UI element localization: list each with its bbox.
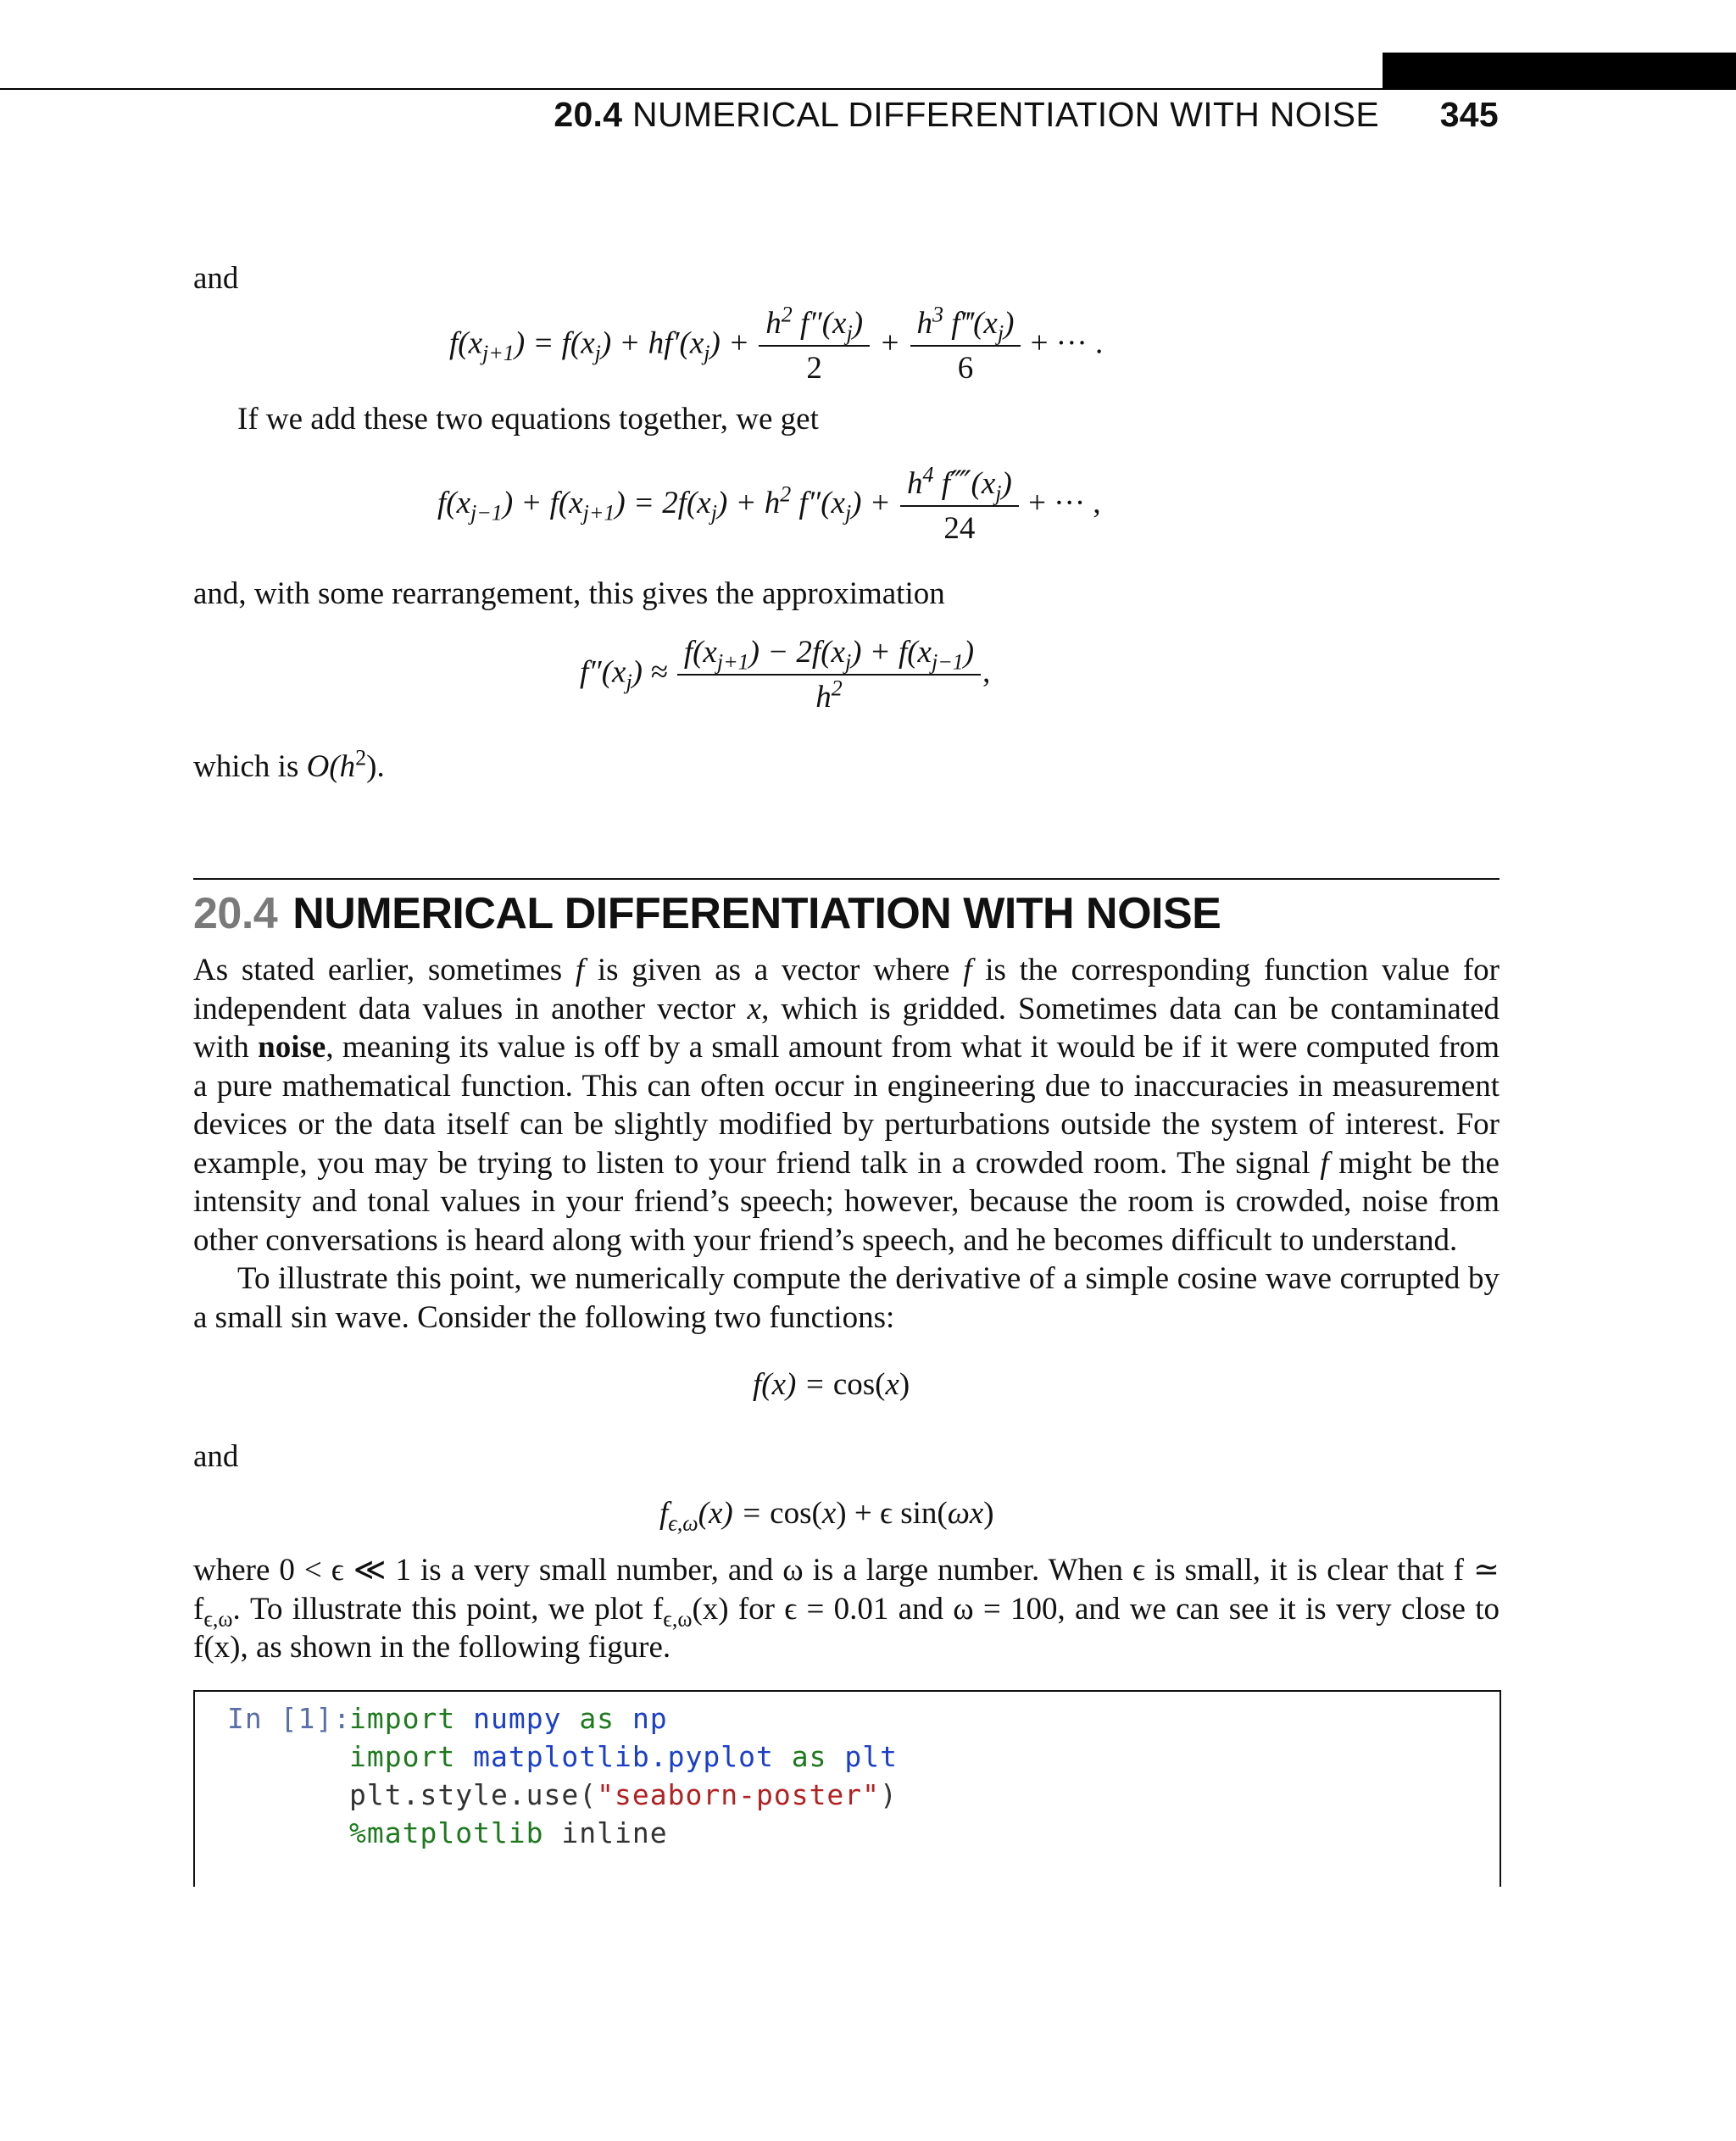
text-and-1: and [193,261,239,296]
fraction-central-difference: $\frac{f(x_{j+1}) - 2f(x_j) + f(x_{j-1})}{h^2}$ [681,634,977,715]
header-bar [1383,53,1736,90]
fraction-second-derivative-term: $\frac{h^2 f''(x_j)}{2}$ [762,305,866,386]
equation-cosine: f(x) = cos(x) [753,1367,910,1402]
equation-noisy-cosine: $f_{\epsilon,\omega}(x) = \cos(x) + \epsilon$ sin(ωx) [659,1496,994,1536]
text-and-2: and [193,1439,239,1474]
page-number: 345 [1439,95,1499,134]
equation-second-derivative-approx: $f''(x_j)$ ≈ $\frac{f(x_{j+1}) - 2f(x_j) + f(x_{j-1})}{h^2}$ , [580,635,991,715]
running-head-title: NUMERICAL DIFFERENTIATION WITH NOISE [632,95,1379,134]
text-add-equations: If we add these two equations together, we get [237,402,819,437]
term-noise: noise [258,1030,326,1065]
fraction-third-derivative-term: $\frac{h^3 f‴(x_j)}{6}$ [914,305,1018,386]
paragraph-epsilon-omega: where 0 < ϵ ≪ 1 is a very small number, and ω is a large number. When ϵ is small, it is clear that f ≃ $f_{\epsilon,\omega}$. To illustrate this point, we plot $f_{\epsilon,\omega}(x)$ for ϵ = 0.01 and ω = 100, and we can see it is very close to f(x), as shown in the following figure. [193,1553,1500,1665]
equation-sum: $f(x_{j-1}) + f(x_{j+1}) = 2f(x_j) + h^2$ $f''(x_j)$ + $\frac{h^4 f⁗(x_j)}{24}$ + ··· , [437,462,1101,546]
section-rule [193,878,1500,880]
paragraph-noise-intro: As stated earlier, sometimes f is given as a vector where f is the corresponding function value for independent data values in another vector x, which is gridded. Sometimes data can be contaminated with noise, meaning its value is off by a small amount from what it would be if it were computed from a pure mathematical function. This can often occur in engineering due to inaccuracies in measurement devices or the data itself can be slightly modified by perturbations outside the system of interest. For example, you may be trying to listen to your friend talk in a crowded room. The signal f might be the intensity and tonal values in your friend’s speech; however, because the room is crowded, noise from other conversations is heard along with your friend’s speech, and he becomes difficult to understand. [193,953,1500,1258]
paragraph-illustrate: To illustrate this point, we numerically compute the derivative of a simple cosine wave corrupted by a small sin wave. Consider the following two functions: [193,1261,1500,1335]
text-order: which is $O(h^2)$. [193,745,385,784]
code-line-2: import matplotlib.pyplot as plt [349,1740,898,1773]
section-heading [193,888,1221,939]
code-line-4: %matplotlib inline [349,1816,668,1849]
code-line-3: plt.style.use("seaborn-poster") [349,1778,898,1811]
code-prompt: In [1]: [227,1702,352,1735]
section-number: 20.4 [193,889,278,938]
section-title: NUMERICAL DIFFERENTIATION WITH NOISE [292,889,1221,938]
running-head [554,95,1499,135]
header-rule [0,88,1736,90]
code-line-1: import numpy as np [349,1702,668,1735]
text-rearrangement: and, with some rearrangement, this gives the approximation [193,576,945,611]
running-head-section-number: 20.4 [554,95,623,134]
fraction-fourth-derivative-term: $\frac{h^4 f⁗(x_j)}{24}$ [904,464,1015,547]
equation-taylor-forward: $f(x_{j+1}) = f(x_j) + hf'(x_j)$ + $\frac{h^2 f''(x_j)}{2}$ + $\frac{h^3 f‴(x_j)}{6}$ + ··· . [449,302,1104,386]
